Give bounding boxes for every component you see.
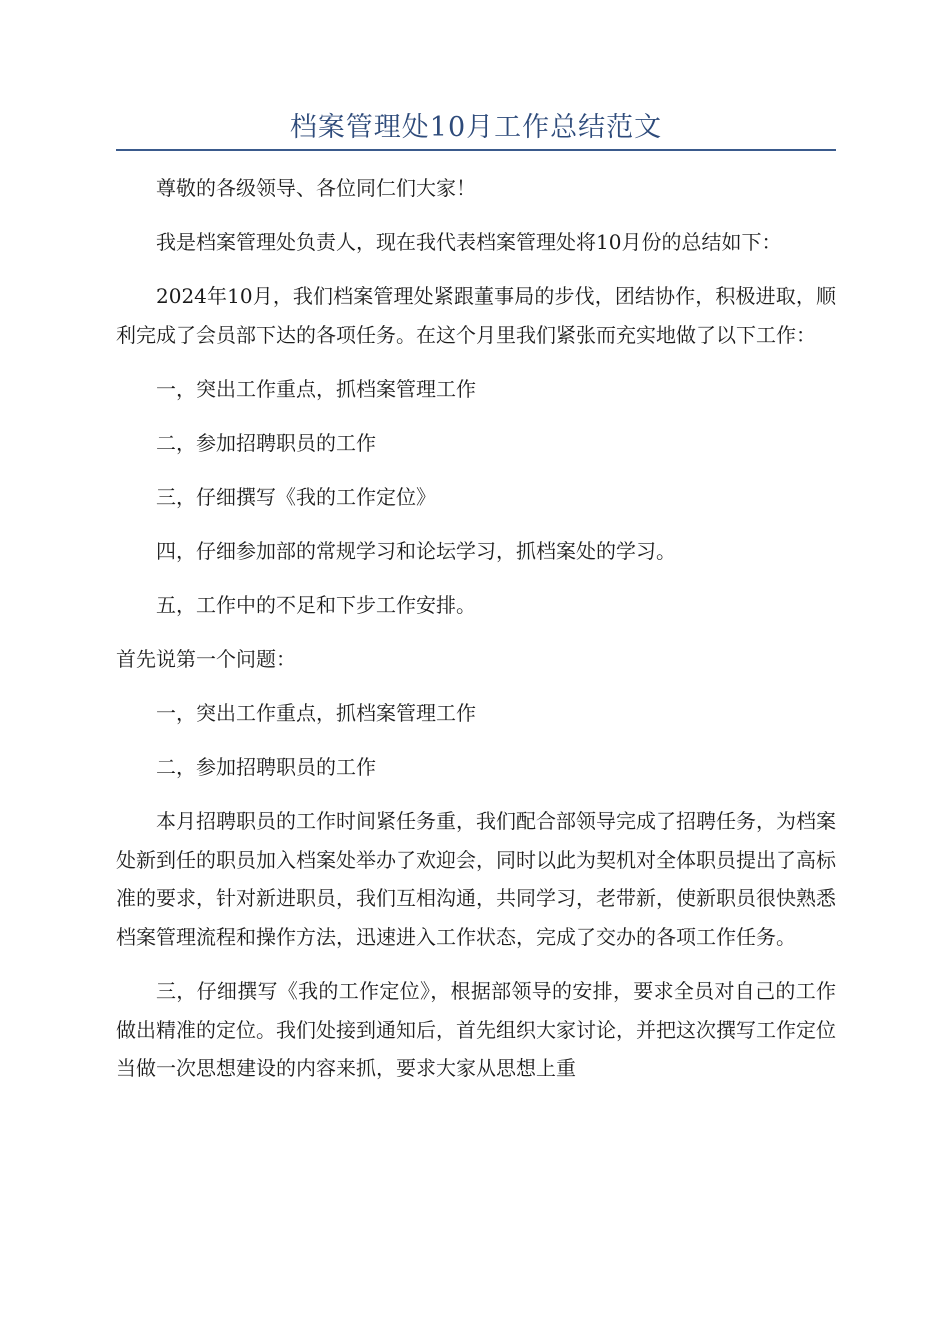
section-heading-1: 一，突出工作重点，抓档案管理工作 bbox=[156, 701, 476, 726]
document-body bbox=[116, 169, 836, 1088]
paragraph-recruitment: 本月招聘职员的工作时间紧任务重，我们配合部领导完成了招聘任务，为档案处新到任的职员加入档案处举办了欢迎会，同时以此为契机对全体职员提出了高标准的要求，针对新进职员，我们互相沟通，共同学习，老带新，使新职员很快熟悉档案管理流程和操作方法，迅速进入工作状态，完成了交办的各项工作任务。 bbox=[116, 809, 836, 949]
paragraph-overview: 2024年10月，我们档案管理处紧跟董事局的步伐，团结协作，积极进取，顺利完成了会员部下达的各项任务。在这个月里我们紧张而充实地做了以下工作： bbox=[116, 284, 836, 347]
list-item-2: 二，参加招聘职员的工作 bbox=[156, 431, 376, 456]
paragraph-greeting: 尊敬的各级领导、各位同仁们大家！ bbox=[156, 176, 476, 201]
document-page bbox=[116, 110, 836, 1104]
paragraph-positioning: 三，仔细撰写《我的工作定位》，根据部领导的安排，要求全员对自己的工作做出精准的定位。我们处接到通知后，首先组织大家讨论，并把这次撰写工作定位当做一次思想建设的内容来抓，要求大家从思想上重 bbox=[116, 979, 836, 1081]
list-item-3: 三，仔细撰写《我的工作定位》 bbox=[156, 485, 436, 510]
paragraph-first-issue: 首先说第一个问题： bbox=[116, 647, 296, 672]
list-item-1: 一，突出工作重点，抓档案管理工作 bbox=[156, 377, 476, 402]
paragraph-intro: 我是档案管理处负责人，现在我代表档案管理处将10月份的总结如下： bbox=[156, 230, 782, 255]
list-item-5: 五，工作中的不足和下步工作安排。 bbox=[156, 593, 476, 618]
list-item-4: 四，仔细参加部的常规学习和论坛学习，抓档案处的学习。 bbox=[156, 539, 676, 564]
section-heading-2: 二，参加招聘职员的工作 bbox=[156, 755, 376, 780]
document-title: 档案管理处10月工作总结范文 bbox=[116, 110, 836, 151]
